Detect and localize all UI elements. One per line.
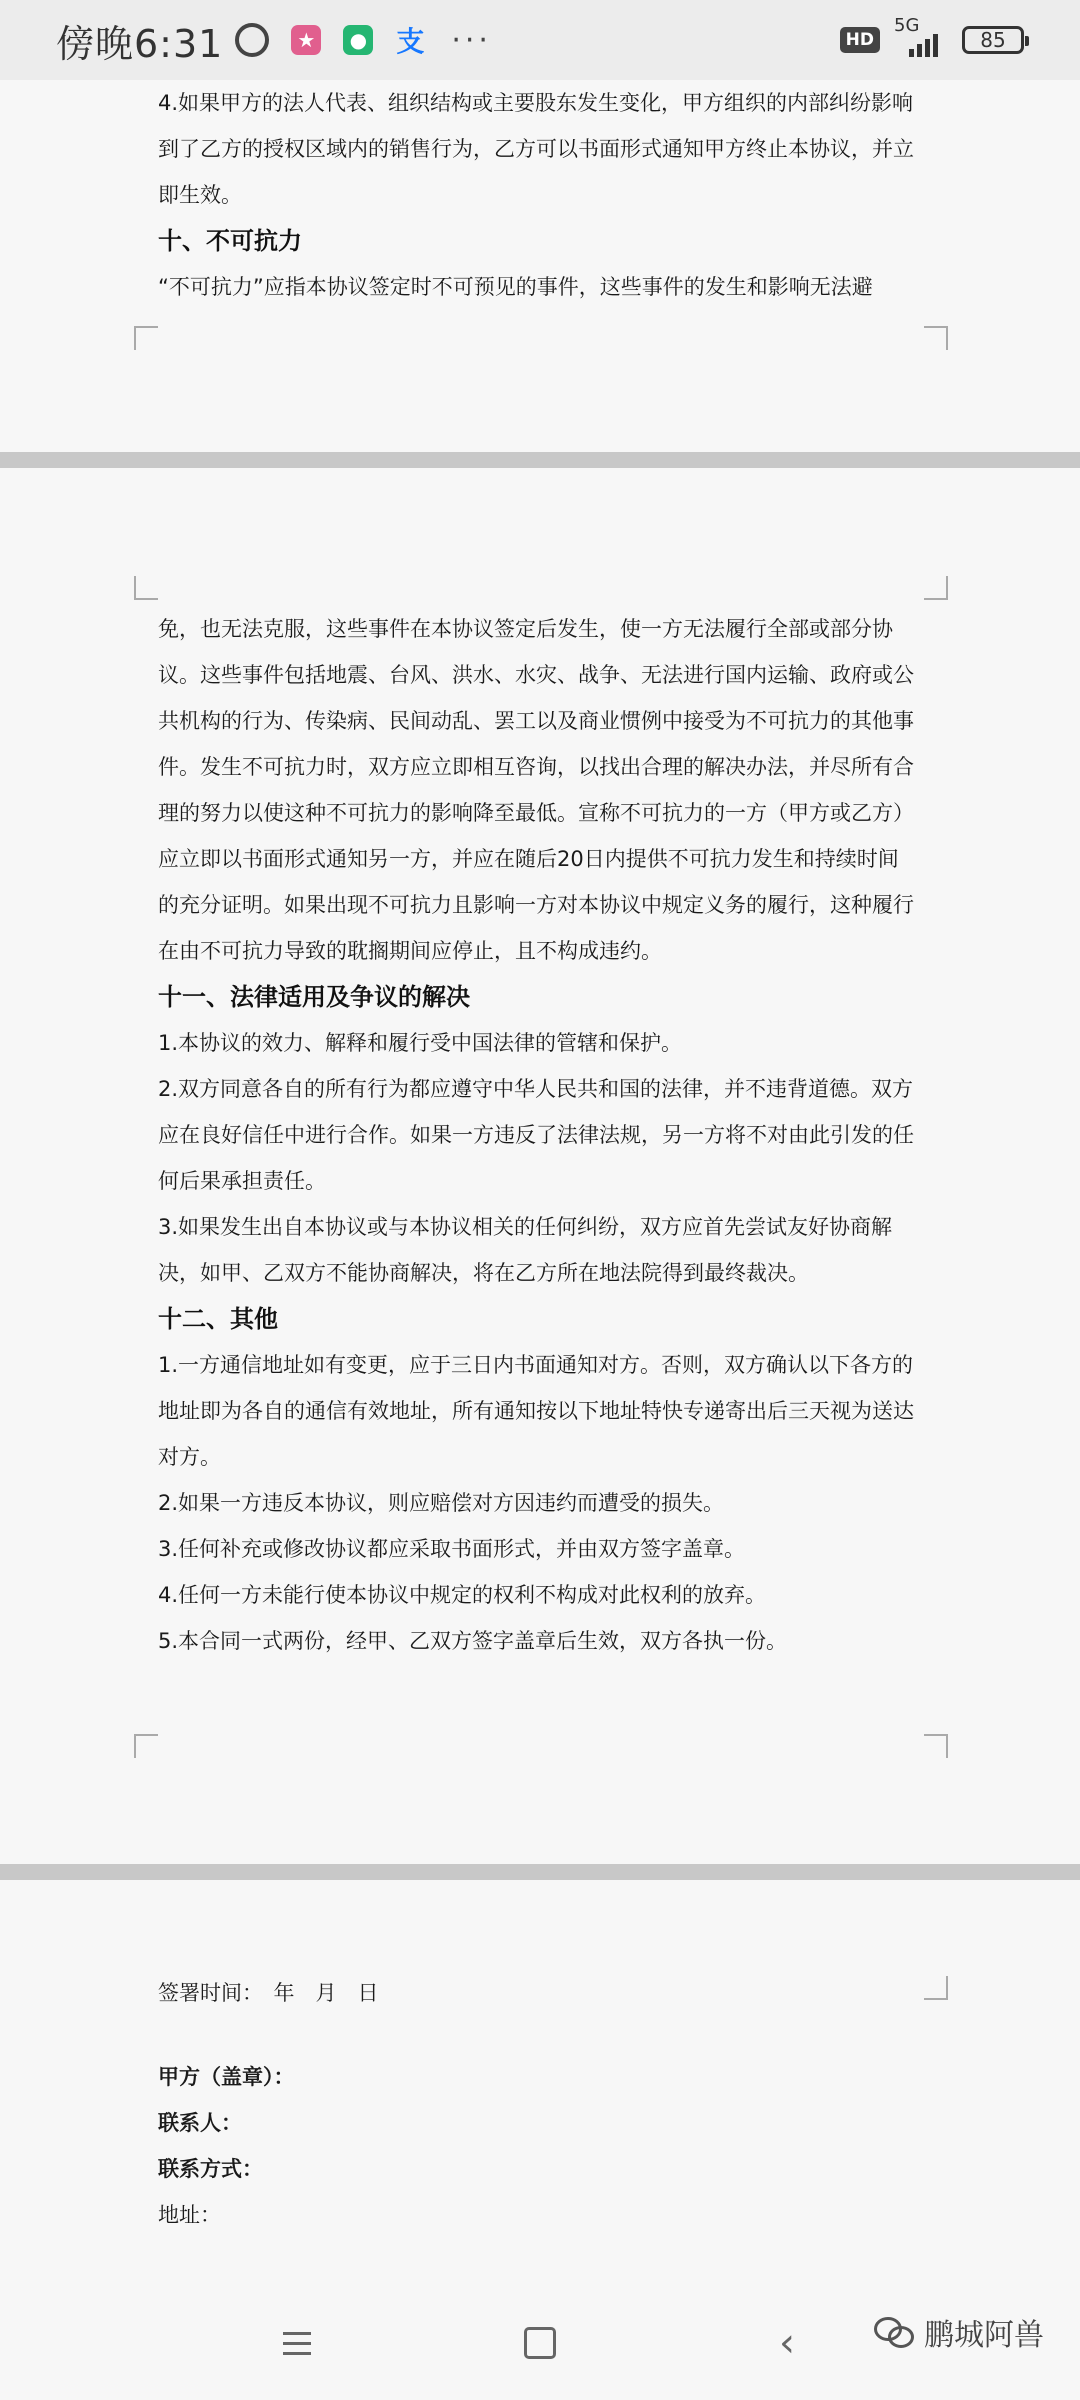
paragraph-line: 决，如甲、乙双方不能协商解决，将在乙方所在地法院得到最终裁决。	[158, 1261, 809, 1285]
margin-corner	[134, 326, 158, 350]
battery-icon: 85	[962, 26, 1024, 54]
status-right	[840, 15, 1024, 57]
paragraph-line: 共机构的行为、传染病、民间动乱、罢工以及商业惯例中接受为不可抗力的其他事	[158, 709, 914, 733]
status-bar	[0, 0, 1080, 80]
paragraph-line: 件。发生不可抗力时，双方应立即相互咨询，以找出合理的解决办法，并尽所有合	[158, 755, 914, 779]
margin-corner	[134, 1734, 158, 1758]
network-type: 5G	[894, 15, 920, 36]
alipay-icon: 支	[396, 25, 425, 58]
watermark	[874, 2310, 1044, 2354]
home-icon[interactable]	[515, 2318, 565, 2368]
signature-block	[158, 1970, 922, 2238]
app-notification-icon-pink: ★	[291, 25, 321, 55]
wechat-icon	[874, 2317, 914, 2347]
section-heading-12: 十二、其他	[158, 1305, 278, 1333]
page-divider	[0, 452, 1080, 468]
paragraph-line: “不可抗力”应指本协议签定时不可预见的事件，这些事件的发生和影响无法避	[158, 275, 873, 299]
paragraph-line: 2.双方同意各自的所有行为都应遵守中华人民共和国的法律，并不违背道德。双方	[158, 1077, 914, 1101]
paragraph-line: 应立即以书面形式通知另一方，并应在随后20日内提供不可抗力发生和持续时间	[158, 847, 899, 871]
paragraph-line: 对方。	[158, 1445, 221, 1469]
margin-corner	[924, 1976, 948, 2000]
paragraph-line: 3.任何补充或修改协议都应采取书面形式，并由双方签字盖章。	[158, 1537, 746, 1561]
address: 地址：	[158, 2203, 221, 2227]
section-heading-10: 十、不可抗力	[158, 227, 302, 255]
hd-icon: HD	[840, 27, 880, 53]
signal-icon	[894, 15, 938, 57]
margin-corner	[924, 1734, 948, 1758]
app-notification-icon-green: ●	[343, 25, 373, 55]
paragraph-line: 地址即为各自的通信有效地址，所有通知按以下地址特快专递寄出后三天视为送达	[158, 1399, 914, 1423]
back-icon[interactable]: ‹	[779, 2320, 795, 2366]
sign-date: 签署时间： 年 月 日	[158, 1981, 379, 2005]
more-notifications-icon: ···	[451, 22, 492, 58]
paragraph-line: 何后果承担责任。	[158, 1169, 326, 1193]
page-2-text	[158, 606, 922, 1664]
menu-icon[interactable]	[272, 2318, 322, 2368]
paragraph-line: 在由不可抗力导致的耽搁期间应停止，且不构成违约。	[158, 939, 662, 963]
section-heading-11: 十一、法律适用及争议的解决	[158, 983, 470, 1011]
paragraph-line: 1.一方通信地址如有变更，应于三日内书面通知对方。否则，双方确认以下各方的	[158, 1353, 914, 1377]
paragraph-line: 5.本合同一式两份，经甲、乙双方签字盖章后生效，双方各执一份。	[158, 1629, 788, 1653]
watermark-text: 鹏城阿兽	[924, 2318, 1044, 2353]
page-1-text	[158, 80, 922, 310]
page-divider	[0, 1864, 1080, 1880]
alarm-icon	[235, 23, 269, 57]
margin-corner	[924, 576, 948, 600]
margin-corner	[134, 576, 158, 600]
margin-corner	[924, 326, 948, 350]
paragraph-line: 议。这些事件包括地震、台风、洪水、水灾、战争、无法进行国内运输、政府或公	[158, 663, 914, 687]
paragraph-line: 到了乙方的授权区域内的销售行为，乙方可以书面形式通知甲方终止本协议，并立	[158, 137, 914, 161]
document-page-2	[0, 468, 1080, 1864]
party-a-seal: 甲方（盖章）：	[158, 2065, 295, 2089]
paragraph-line: 4.如果甲方的法人代表、组织结构或主要股东发生变化，甲方组织的内部纠纷影响	[158, 91, 914, 115]
clock: 傍晚6:31	[56, 21, 224, 66]
paragraph-line: 3.如果发生出自本协议或与本协议相关的任何纠纷，双方应首先尝试友好协商解	[158, 1215, 893, 1239]
paragraph-line: 4.任何一方未能行使本协议中规定的权利不构成对此权利的放弃。	[158, 1583, 767, 1607]
contact-person: 联系人：	[158, 2111, 242, 2135]
paragraph-line: 应在良好信任中进行合作。如果一方违反了法律法规，另一方将不对由此引发的任	[158, 1123, 914, 1147]
document-page-1	[0, 80, 1080, 452]
paragraph-line: 1.本协议的效力、解释和履行受中国法律的管辖和保护。	[158, 1031, 683, 1055]
contact-method: 联系方式：	[158, 2157, 263, 2181]
paragraph-line: 的充分证明。如果出现不可抗力且影响一方对本协议中规定义务的履行，这种履行	[158, 893, 914, 917]
paragraph-line: 即生效。	[158, 183, 242, 207]
paragraph-line: 免，也无法克服，这些事件在本协议签定后发生，使一方无法履行全部或部分协	[158, 617, 893, 641]
paragraph-line: 2.如果一方违反本协议，则应赔偿对方因违约而遭受的损失。	[158, 1491, 725, 1515]
paragraph-line: 理的努力以使这种不可抗力的影响降至最低。宣称不可抗力的一方（甲方或乙方）	[158, 801, 914, 825]
